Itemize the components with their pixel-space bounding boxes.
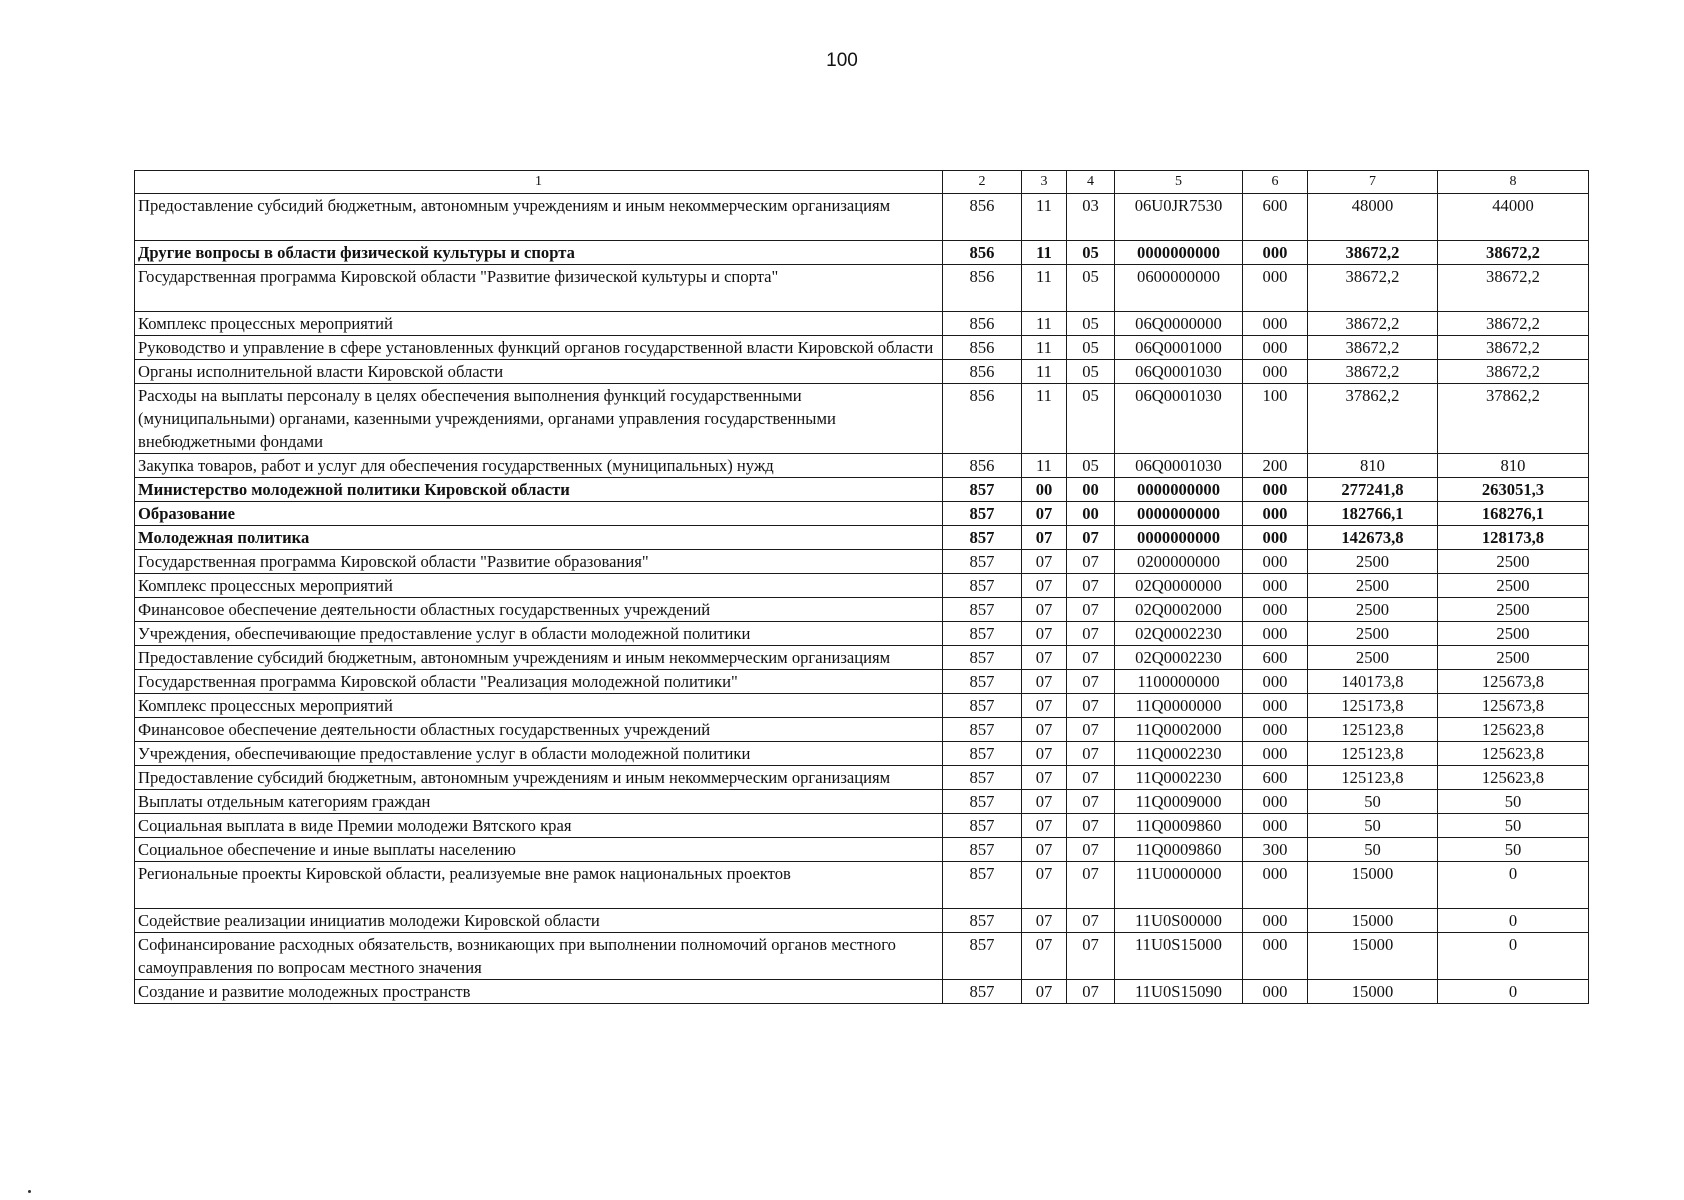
row-code-cell: 856 [943,241,1022,265]
row-expense-type-cell: 000 [1243,814,1308,838]
row-expense-type-cell: 000 [1243,550,1308,574]
page-number: 100 [826,50,858,71]
row-section-cell: 07 [1022,502,1067,526]
column-header-6: 6 [1243,171,1308,194]
row-code-cell: 856 [943,194,1022,241]
row-section-cell: 11 [1022,454,1067,478]
table-body [135,194,1589,1004]
table-row [135,646,1589,670]
table-row [135,718,1589,742]
row-name-cell: Региональные проекты Кировской области, реализуемые вне рамок национальных проектов [135,862,943,909]
row-target-article-cell: 02Q0000000 [1115,574,1243,598]
table-row [135,574,1589,598]
row-amount-col8-cell: 125623,8 [1438,766,1589,790]
row-section-cell: 11 [1022,194,1067,241]
row-name-cell: Государственная программа Кировской области "Реализация молодежной политики" [135,670,943,694]
row-subsection-cell: 07 [1067,980,1115,1004]
row-subsection-cell: 07 [1067,814,1115,838]
row-target-article-cell: 0600000000 [1115,265,1243,312]
row-name-cell: Учреждения, обеспечивающие предоставление услуг в области молодежной политики [135,742,943,766]
row-expense-type-cell: 600 [1243,766,1308,790]
row-expense-type-cell: 000 [1243,360,1308,384]
row-section-cell: 07 [1022,862,1067,909]
row-expense-type-cell: 000 [1243,336,1308,360]
row-amount-col7-cell: 50 [1308,790,1438,814]
row-expense-type-cell: 000 [1243,478,1308,502]
row-subsection-cell: 07 [1067,766,1115,790]
row-target-article-cell: 11U0000000 [1115,862,1243,909]
row-amount-col7-cell: 2500 [1308,574,1438,598]
table-row [135,598,1589,622]
row-name-cell: Закупка товаров, работ и услуг для обеспечения государственных (муниципальных) нужд [135,454,943,478]
row-amount-col8-cell: 0 [1438,909,1589,933]
row-amount-col8-cell: 168276,1 [1438,502,1589,526]
row-amount-col7-cell: 37862,2 [1308,384,1438,454]
row-target-article-cell: 02Q0002230 [1115,646,1243,670]
row-code-cell: 856 [943,360,1022,384]
table-row [135,814,1589,838]
row-amount-col7-cell: 48000 [1308,194,1438,241]
row-code-cell: 857 [943,718,1022,742]
row-section-cell: 11 [1022,241,1067,265]
table-row [135,622,1589,646]
scan-speck [28,1190,31,1193]
row-amount-col7-cell: 15000 [1308,862,1438,909]
row-target-article-cell: 06Q0001030 [1115,454,1243,478]
row-amount-col7-cell: 182766,1 [1308,502,1438,526]
row-amount-col8-cell: 38672,2 [1438,241,1589,265]
row-subsection-cell: 07 [1067,622,1115,646]
row-section-cell: 07 [1022,646,1067,670]
row-amount-col8-cell: 2500 [1438,622,1589,646]
row-section-cell: 11 [1022,312,1067,336]
row-section-cell: 07 [1022,742,1067,766]
table-row [135,454,1589,478]
table-row [135,360,1589,384]
row-code-cell: 856 [943,454,1022,478]
row-expense-type-cell: 000 [1243,265,1308,312]
row-amount-col7-cell: 50 [1308,838,1438,862]
row-subsection-cell: 05 [1067,336,1115,360]
row-amount-col8-cell: 0 [1438,980,1589,1004]
row-code-cell: 857 [943,502,1022,526]
row-expense-type-cell: 000 [1243,670,1308,694]
row-target-article-cell: 11Q0009860 [1115,838,1243,862]
row-section-cell: 07 [1022,718,1067,742]
row-amount-col7-cell: 125173,8 [1308,694,1438,718]
table-row [135,909,1589,933]
row-code-cell: 856 [943,336,1022,360]
row-code-cell: 857 [943,909,1022,933]
row-expense-type-cell: 000 [1243,622,1308,646]
row-subsection-cell: 07 [1067,598,1115,622]
row-name-cell: Министерство молодежной политики Кировской области [135,478,943,502]
row-amount-col7-cell: 15000 [1308,909,1438,933]
row-section-cell: 00 [1022,478,1067,502]
row-target-article-cell: 11U0S00000 [1115,909,1243,933]
row-section-cell: 07 [1022,838,1067,862]
row-subsection-cell: 05 [1067,384,1115,454]
row-section-cell: 07 [1022,694,1067,718]
row-code-cell: 857 [943,622,1022,646]
row-target-article-cell: 11Q0009860 [1115,814,1243,838]
row-code-cell: 857 [943,550,1022,574]
table-row [135,838,1589,862]
row-subsection-cell: 07 [1067,526,1115,550]
row-code-cell: 857 [943,742,1022,766]
table-row [135,742,1589,766]
row-amount-col8-cell: 263051,3 [1438,478,1589,502]
row-section-cell: 11 [1022,265,1067,312]
row-name-cell: Органы исполнительной власти Кировской области [135,360,943,384]
row-name-cell: Выплаты отдельным категориям граждан [135,790,943,814]
row-name-cell: Социальное обеспечение и иные выплаты населению [135,838,943,862]
row-subsection-cell: 07 [1067,718,1115,742]
row-code-cell: 856 [943,384,1022,454]
row-amount-col7-cell: 2500 [1308,646,1438,670]
column-header-5: 5 [1115,171,1243,194]
row-subsection-cell: 07 [1067,838,1115,862]
row-expense-type-cell: 000 [1243,718,1308,742]
row-code-cell: 857 [943,862,1022,909]
row-code-cell: 857 [943,933,1022,980]
row-section-cell: 07 [1022,574,1067,598]
row-name-cell: Комплекс процессных мероприятий [135,694,943,718]
row-amount-col8-cell: 125673,8 [1438,670,1589,694]
row-name-cell: Финансовое обеспечение деятельности областных государственных учреждений [135,718,943,742]
row-amount-col8-cell: 50 [1438,814,1589,838]
table-row [135,933,1589,980]
row-expense-type-cell: 000 [1243,598,1308,622]
table-row [135,790,1589,814]
table-row [135,384,1589,454]
row-amount-col8-cell: 38672,2 [1438,312,1589,336]
row-target-article-cell: 0200000000 [1115,550,1243,574]
row-section-cell: 07 [1022,598,1067,622]
row-target-article-cell: 0000000000 [1115,526,1243,550]
row-target-article-cell: 06U0JR7530 [1115,194,1243,241]
row-subsection-cell: 05 [1067,241,1115,265]
row-amount-col7-cell: 50 [1308,814,1438,838]
row-expense-type-cell: 000 [1243,933,1308,980]
row-amount-col8-cell: 38672,2 [1438,360,1589,384]
row-subsection-cell: 05 [1067,454,1115,478]
row-amount-col7-cell: 125123,8 [1308,718,1438,742]
row-amount-col8-cell: 125673,8 [1438,694,1589,718]
row-target-article-cell: 02Q0002230 [1115,622,1243,646]
row-section-cell: 07 [1022,814,1067,838]
row-section-cell: 07 [1022,790,1067,814]
row-amount-col8-cell: 125623,8 [1438,718,1589,742]
row-target-article-cell: 11Q0000000 [1115,694,1243,718]
row-target-article-cell: 11U0S15000 [1115,933,1243,980]
row-amount-col7-cell: 277241,8 [1308,478,1438,502]
row-target-article-cell: 11U0S15090 [1115,980,1243,1004]
row-amount-col7-cell: 140173,8 [1308,670,1438,694]
row-expense-type-cell: 100 [1243,384,1308,454]
row-expense-type-cell: 000 [1243,862,1308,909]
row-expense-type-cell: 000 [1243,502,1308,526]
row-name-cell: Учреждения, обеспечивающие предоставление услуг в области молодежной политики [135,622,943,646]
row-name-cell: Другие вопросы в области физической культуры и спорта [135,241,943,265]
row-subsection-cell: 05 [1067,265,1115,312]
row-target-article-cell: 11Q0009000 [1115,790,1243,814]
row-amount-col7-cell: 125123,8 [1308,742,1438,766]
row-target-article-cell: 06Q0001000 [1115,336,1243,360]
row-section-cell: 11 [1022,360,1067,384]
row-code-cell: 857 [943,838,1022,862]
table-row [135,265,1589,312]
row-amount-col7-cell: 38672,2 [1308,241,1438,265]
row-name-cell: Молодежная политика [135,526,943,550]
row-section-cell: 07 [1022,933,1067,980]
row-name-cell: Государственная программа Кировской области "Развитие физической культуры и спорта" [135,265,943,312]
table-row [135,670,1589,694]
table-row [135,694,1589,718]
row-code-cell: 857 [943,766,1022,790]
row-subsection-cell: 07 [1067,909,1115,933]
row-amount-col7-cell: 125123,8 [1308,766,1438,790]
row-expense-type-cell: 000 [1243,574,1308,598]
row-subsection-cell: 05 [1067,360,1115,384]
row-name-cell: Расходы на выплаты персоналу в целях обеспечения выполнения функций государственными (муниципальными) органами, казенными учреждениями, органами управления государственными внебюджетными фондами [135,384,943,454]
column-header-8: 8 [1438,171,1589,194]
row-subsection-cell: 07 [1067,933,1115,980]
row-subsection-cell: 07 [1067,670,1115,694]
column-header-1: 1 [135,171,943,194]
row-name-cell: Предоставление субсидий бюджетным, автономным учреждениям и иным некоммерческим организациям [135,194,943,241]
row-target-article-cell: 11Q0002000 [1115,718,1243,742]
row-expense-type-cell: 600 [1243,646,1308,670]
column-header-3: 3 [1022,171,1067,194]
row-expense-type-cell: 000 [1243,742,1308,766]
table-row [135,550,1589,574]
row-subsection-cell: 07 [1067,862,1115,909]
row-code-cell: 857 [943,598,1022,622]
row-target-article-cell: 1100000000 [1115,670,1243,694]
row-amount-col7-cell: 810 [1308,454,1438,478]
row-code-cell: 857 [943,526,1022,550]
row-section-cell: 07 [1022,550,1067,574]
row-amount-col8-cell: 37862,2 [1438,384,1589,454]
row-amount-col8-cell: 50 [1438,790,1589,814]
row-expense-type-cell: 200 [1243,454,1308,478]
row-subsection-cell: 07 [1067,646,1115,670]
row-code-cell: 856 [943,312,1022,336]
budget-table [134,170,1589,1004]
row-code-cell: 857 [943,694,1022,718]
row-amount-col7-cell: 2500 [1308,550,1438,574]
row-section-cell: 07 [1022,622,1067,646]
row-name-cell: Образование [135,502,943,526]
row-amount-col7-cell: 38672,2 [1308,312,1438,336]
row-amount-col8-cell: 0 [1438,862,1589,909]
row-name-cell: Предоставление субсидий бюджетным, автономным учреждениям и иным некоммерческим организациям [135,646,943,670]
row-expense-type-cell: 000 [1243,909,1308,933]
row-target-article-cell: 06Q0001030 [1115,384,1243,454]
row-name-cell: Комплекс процессных мероприятий [135,574,943,598]
table-row [135,478,1589,502]
row-subsection-cell: 07 [1067,790,1115,814]
row-target-article-cell: 11Q0002230 [1115,742,1243,766]
row-name-cell: Комплекс процессных мероприятий [135,312,943,336]
row-section-cell: 07 [1022,670,1067,694]
row-code-cell: 856 [943,265,1022,312]
row-section-cell: 11 [1022,384,1067,454]
row-amount-col8-cell: 50 [1438,838,1589,862]
table-row [135,502,1589,526]
row-subsection-cell: 07 [1067,742,1115,766]
column-header-7: 7 [1308,171,1438,194]
row-name-cell: Предоставление субсидий бюджетным, автономным учреждениям и иным некоммерческим организациям [135,766,943,790]
row-code-cell: 857 [943,574,1022,598]
row-amount-col7-cell: 38672,2 [1308,265,1438,312]
row-expense-type-cell: 000 [1243,241,1308,265]
row-code-cell: 857 [943,980,1022,1004]
row-amount-col8-cell: 125623,8 [1438,742,1589,766]
row-code-cell: 857 [943,670,1022,694]
row-amount-col7-cell: 142673,8 [1308,526,1438,550]
row-amount-col8-cell: 810 [1438,454,1589,478]
row-name-cell: Содействие реализации инициатив молодежи Кировской области [135,909,943,933]
row-code-cell: 857 [943,790,1022,814]
row-amount-col7-cell: 38672,2 [1308,360,1438,384]
row-amount-col8-cell: 2500 [1438,574,1589,598]
row-section-cell: 07 [1022,980,1067,1004]
row-name-cell: Руководство и управление в сфере установленных функций органов государственной власти Кировской области [135,336,943,360]
table-row [135,766,1589,790]
row-name-cell: Финансовое обеспечение деятельности областных государственных учреждений [135,598,943,622]
row-amount-col8-cell: 44000 [1438,194,1589,241]
row-expense-type-cell: 000 [1243,980,1308,1004]
row-subsection-cell: 05 [1067,312,1115,336]
row-amount-col7-cell: 15000 [1308,980,1438,1004]
table-row [135,336,1589,360]
row-amount-col7-cell: 2500 [1308,622,1438,646]
row-subsection-cell: 07 [1067,694,1115,718]
row-expense-type-cell: 000 [1243,694,1308,718]
row-target-article-cell: 06Q0001030 [1115,360,1243,384]
row-name-cell: Софинансирование расходных обязательств, возникающих при выполнении полномочий органов местного самоуправления по вопросам местного значения [135,933,943,980]
table-row [135,194,1589,241]
row-amount-col8-cell: 38672,2 [1438,336,1589,360]
row-expense-type-cell: 000 [1243,526,1308,550]
row-amount-col7-cell: 15000 [1308,933,1438,980]
row-expense-type-cell: 000 [1243,312,1308,336]
table-row [135,526,1589,550]
row-name-cell: Создание и развитие молодежных пространств [135,980,943,1004]
row-amount-col8-cell: 2500 [1438,598,1589,622]
row-name-cell: Государственная программа Кировской области "Развитие образования" [135,550,943,574]
row-target-article-cell: 11Q0002230 [1115,766,1243,790]
table-row [135,980,1589,1004]
row-amount-col8-cell: 38672,2 [1438,265,1589,312]
row-amount-col8-cell: 2500 [1438,550,1589,574]
row-subsection-cell: 07 [1067,550,1115,574]
column-header-4: 4 [1067,171,1115,194]
row-code-cell: 857 [943,478,1022,502]
row-expense-type-cell: 600 [1243,194,1308,241]
row-section-cell: 11 [1022,336,1067,360]
row-subsection-cell: 07 [1067,574,1115,598]
row-amount-col7-cell: 2500 [1308,598,1438,622]
table-row [135,312,1589,336]
row-target-article-cell: 0000000000 [1115,478,1243,502]
row-expense-type-cell: 000 [1243,790,1308,814]
table-header-row [135,171,1589,194]
table-row [135,862,1589,909]
row-amount-col7-cell: 38672,2 [1308,336,1438,360]
row-name-cell: Социальная выплата в виде Премии молодежи Вятского края [135,814,943,838]
row-target-article-cell: 0000000000 [1115,241,1243,265]
row-subsection-cell: 03 [1067,194,1115,241]
row-amount-col8-cell: 2500 [1438,646,1589,670]
row-amount-col8-cell: 0 [1438,933,1589,980]
row-target-article-cell: 0000000000 [1115,502,1243,526]
row-target-article-cell: 06Q0000000 [1115,312,1243,336]
row-code-cell: 857 [943,646,1022,670]
row-section-cell: 07 [1022,766,1067,790]
row-expense-type-cell: 300 [1243,838,1308,862]
row-subsection-cell: 00 [1067,502,1115,526]
column-header-2: 2 [943,171,1022,194]
row-code-cell: 857 [943,814,1022,838]
row-amount-col8-cell: 128173,8 [1438,526,1589,550]
table-row [135,241,1589,265]
row-subsection-cell: 00 [1067,478,1115,502]
row-target-article-cell: 02Q0002000 [1115,598,1243,622]
row-section-cell: 07 [1022,909,1067,933]
row-section-cell: 07 [1022,526,1067,550]
